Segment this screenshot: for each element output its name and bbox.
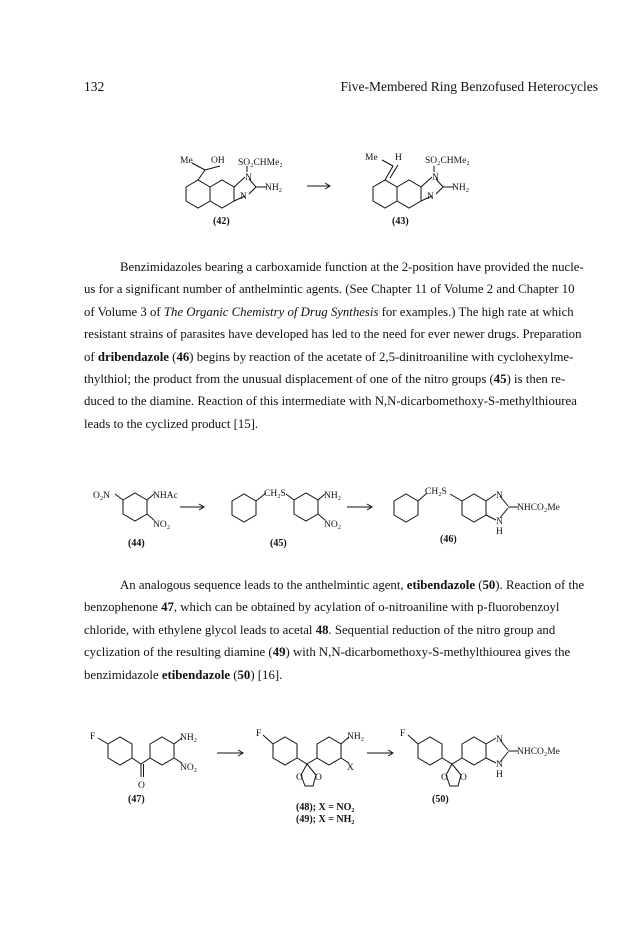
text-line: benzophenone 47, which can be obtained by acylation of o-nitroaniline with p-fluorobenzoyl	[84, 600, 560, 615]
benzo-ring-42	[210, 180, 234, 208]
text-line: chloride, with ethylene glycol leads to acetal 48. Sequential reduction of the nitro group and	[84, 622, 556, 637]
compound-label-44: (44)	[128, 538, 145, 549]
n-label: N	[496, 517, 503, 527]
aniline-ring-48	[317, 737, 341, 765]
fluorophenyl-ring-50	[418, 737, 442, 765]
text-line: of dribendazole (46) begins by reaction of the acetate of 2,5-dinitroaniline with cyclohexylme-	[84, 349, 574, 364]
nhco2me-label: NHCO₂Me	[517, 503, 560, 513]
oh-label: OH	[211, 156, 225, 166]
dioxolane-ring-50	[446, 764, 461, 786]
scheme-47-to-50	[0, 722, 638, 842]
carbonyl-oxygen-label: O	[138, 781, 145, 791]
compound-ref: 48	[315, 622, 329, 637]
me-label: Me	[180, 156, 193, 166]
text-line: leads to the cyclized product [15].	[84, 416, 259, 431]
acetal-oxygen-label: O	[460, 773, 467, 783]
compound-label-49: (49); X = NH₂	[296, 814, 355, 825]
benzimidazole-benzo-ring-46	[462, 494, 486, 522]
h-label: H	[395, 153, 402, 163]
n-label: N	[496, 735, 503, 745]
compound-ref: 45	[493, 372, 507, 387]
compound-label-47: (47)	[128, 794, 145, 805]
cyclohexane-ring-45	[232, 494, 256, 522]
benzene-ring-45	[294, 493, 318, 521]
text-line: duced to the diamine. Reaction of this intermediate with N,N-dicarbomethoxy-S-methylthiourea	[84, 394, 577, 409]
acetal-oxygen-label: O	[441, 773, 448, 783]
paragraph-2	[84, 574, 596, 686]
ch2s-label: CH₂S	[425, 487, 447, 497]
me-label: Me	[365, 153, 378, 163]
n-label: N	[496, 760, 503, 770]
nitroaniline-ring-47	[150, 737, 174, 765]
nh2-label: NH₂	[265, 183, 283, 193]
scheme-44-to-46	[0, 470, 638, 560]
phenyl-ring-43	[373, 180, 397, 208]
ch2s-label: CH₂S	[264, 489, 286, 499]
no2-label: NO₂	[153, 520, 171, 530]
cyclohexane-ring-46	[394, 494, 418, 522]
fluoro-label: F	[90, 732, 96, 742]
benzene-ring-44	[123, 493, 147, 521]
compound-ref: 47	[161, 600, 174, 615]
text-line: cyclization of the resulting diamine (49) with N,N-dicarbomethoxy-S-methylthiourea gives the	[84, 645, 571, 660]
n-label: N	[496, 491, 503, 501]
book-title: The Organic Chemistry of Drug Synthesis	[163, 304, 379, 319]
page-number: 132	[84, 79, 105, 94]
compound-label-50: (50)	[432, 794, 449, 805]
h-label: H	[496, 770, 503, 780]
acetal-oxygen-label: O	[296, 773, 303, 783]
fluoro-label: F	[400, 729, 406, 739]
acetal-oxygen-label: O	[315, 773, 322, 783]
nh2-label: NH₂	[180, 733, 198, 743]
nhac-label: NHAc	[153, 491, 178, 501]
compound-ref: 50	[482, 578, 496, 592]
benzimidazole-benzo-ring-50	[462, 737, 486, 765]
text-line: An analogous sequence leads to the anthelmintic agent, etibendazole (50). Reaction of the	[120, 578, 585, 592]
n-label: N	[432, 173, 439, 183]
fluoro-label: F	[256, 729, 262, 739]
text-line: thylthiol; the product from the unusual displacement of one of the nitro groups (45) is then re-	[84, 372, 566, 387]
text-line: us for a significant number of anthelmintic agents. (See Chapter 11 of Volume 2 and Chapter 10	[84, 282, 575, 297]
phenyl-ring-42	[186, 180, 210, 208]
nh2-label: NH₂	[347, 732, 365, 742]
so2chme2-label: SO₂CHMe₂	[238, 158, 283, 168]
paragraph-1	[84, 256, 596, 435]
compound-ref: 49	[272, 645, 286, 660]
n-label: N	[427, 192, 434, 202]
x-label: X	[347, 763, 354, 773]
compound-label-45: (45)	[270, 538, 287, 549]
compound-ref: 46	[176, 349, 190, 364]
n-label: N	[245, 173, 252, 183]
scheme-42-to-43	[0, 0, 638, 240]
text-line: benzimidazole etibendazole (50) [16].	[84, 667, 283, 682]
nh2-label: NH₂	[452, 183, 470, 193]
text-line: of Volume 3 of The Organic Chemistry of Drug Synthesis for examples.) The high rate at which	[84, 304, 574, 319]
drug-name: dribendazole	[97, 349, 169, 364]
compound-label-46: (46)	[440, 534, 457, 545]
no2-label: NO₂	[324, 520, 342, 530]
h-label: H	[496, 527, 503, 537]
nhco2me-label: NHCO₂Me	[517, 747, 560, 757]
so2chme2-label: SO₂CHMe₂	[425, 156, 470, 166]
dioxolane-ring-48	[301, 764, 316, 786]
fluorophenyl-ring-47	[108, 737, 132, 765]
drug-name: etibendazole	[161, 667, 231, 682]
compound-label-42: (42)	[213, 216, 230, 227]
n-label: N	[240, 192, 247, 202]
no2-label: NO₂	[180, 763, 198, 773]
benzo-ring-43	[397, 180, 421, 208]
compound-label-43: (43)	[392, 216, 409, 227]
o2n-label: O₂N	[93, 491, 111, 501]
text-line: Benzimidazoles bearing a carboxamide function at the 2-position have provided the nucle-	[120, 260, 584, 274]
drug-name: etibendazole	[406, 578, 476, 592]
nh2-label: NH₂	[324, 491, 342, 501]
text-line: resistant strains of parasites have developed has led to the need for ever newer drugs. Preparation	[84, 327, 582, 342]
compound-label-48: (48); X = NO₂	[296, 802, 355, 813]
fluorophenyl-ring-48	[273, 737, 297, 765]
compound-ref: 50	[237, 667, 251, 682]
running-title: Five-Membered Ring Benzofused Heterocycles	[340, 79, 598, 94]
